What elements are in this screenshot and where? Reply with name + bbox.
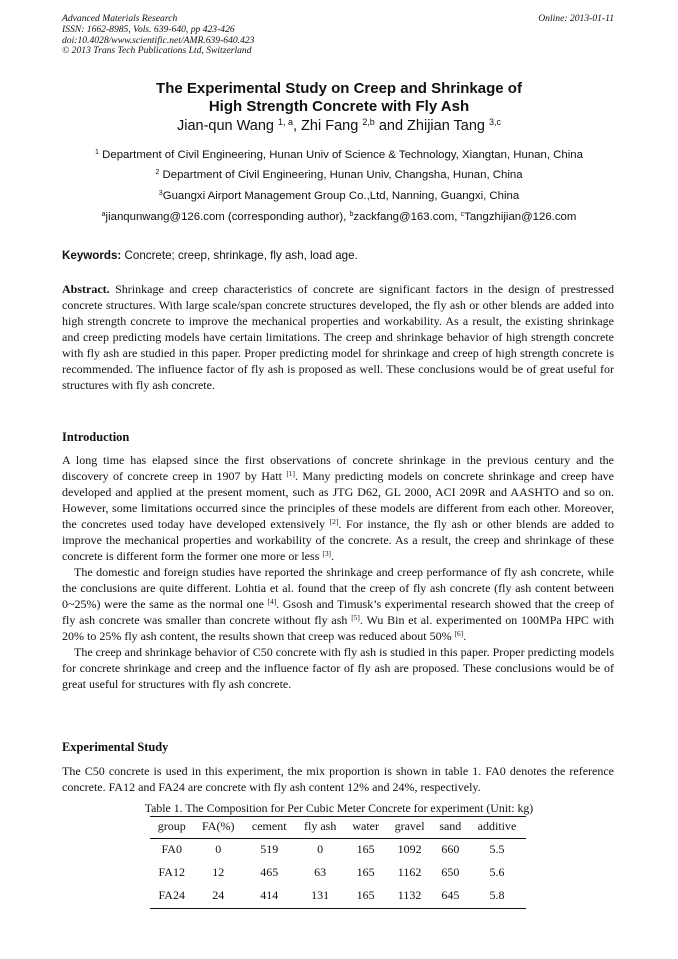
author-3-sup: 3,c [489,117,502,128]
affiliation-1-sup: 1 [95,149,99,157]
issn-line: ISSN: 1662-8985, Vols. 639-640, pp 423-426 [62,23,235,35]
abstract-label: Abstract. [62,282,110,296]
affiliation-1 [0,149,678,161]
table-caption: Table 1. The Composition for Per Cubic Meter Concrete for experiment (Unit: kg) [144,801,534,815]
ref-1: [1] [286,468,295,478]
author-3: and Zhijian Tang [374,118,485,134]
keywords-text: Concrete; creep, shrinkage, fly ash, load age. [121,249,358,262]
email-c: Tangzhijian@126.com [464,211,577,223]
col-header: sand [433,817,468,839]
table-row [150,862,526,885]
table-cell: 5.5 [489,842,505,856]
author-1: Jian-qun Wang [176,118,274,134]
col-header: group [150,817,193,839]
intro-p2-text-a: The domestic and foreign studies have reported the shrinkage and creep performance of fly ash concrete, while the conclusions are quite different. Lohtia et al. found that the creep of fly ash concrete (fly ash content between 0~25%) were the same as the normal one [62,565,614,611]
table-cell: 131 [295,885,344,909]
introduction-heading: Introduction [62,430,130,444]
email-b: zackfang@163.com, [353,211,461,223]
ref-3: [3] [322,548,332,558]
table-cell: 660 [441,842,460,856]
author-2: , Zhi Fang [293,118,359,134]
email-line [0,211,678,223]
ref-5: [5] [351,612,360,622]
composition-table [150,816,526,909]
table-cell: 5.8 [468,885,526,909]
introduction-body [62,452,614,692]
ref-6: [6] [454,628,464,638]
col-header: water [345,817,387,839]
table-cell: 465 [260,865,279,879]
table-cell: 650 [441,865,460,879]
table-cell: 519 [260,842,279,856]
affiliation-3 [0,190,678,202]
col-header: FA(%) [193,817,243,839]
email-a-sup: a [101,211,106,219]
table-cell: 645 [433,885,468,909]
email-a: jianqunwang@126.com (corresponding author), [105,211,350,223]
abstract-text: Shrinkage and creep characteristics of concrete are significant factors in the design of prestressed concrete structures. With large scale/span concrete structures developed, the fly ash or other blends are added into high strength concrete to improve the mechanical properties and workability. As a result, the existing shrinkage and creep predicting models have certain limitations. The creep and shrinkage behavior of high strength concrete with fly ash are studied in this paper. Proper predicting model for shrinkage and creep of high strength concrete is recommended. The influence factor of fly ash is proposed as well. These conclusions would be of great useful for structures with fly ash concrete. [62,282,614,392]
email-c-sup: c [460,211,465,219]
col-header: fly ash [295,817,344,839]
paper-title [0,80,678,115]
intro-paragraph-2 [62,564,614,644]
table-cell: FA0 [161,842,182,856]
title-line-1: The Experimental Study on Creep and Shrinkage of [156,80,522,97]
intro-paragraph-3: The creep and shrinkage behavior of C50 concrete with fly ash is studied in this paper. Proper predicting models for concrete shrinkage and creep and the influence factor of fly ash are proposed. These conclusions would be of great useful for structures with fly ash concrete. [62,645,614,691]
table-row [150,885,526,909]
table-cell: 1162 [397,865,422,879]
col-header: cement [243,817,296,839]
intro-p2-text-c: . Wu Bin et al. experimented on 100MPa HPC with 20% to 25% fly ash content, the results shown that creep was reduced about 50% [62,613,614,643]
table-row [150,839,526,863]
intro-p1-text-c: . For instance, the fly ash or other blends are added to improve the mechanical properties and workability of the concrete. As a result, the creep and shrinkage of these concrete is different form the former one more or less [62,517,614,563]
table-cell: 63 [314,865,327,879]
table-cell: FA24 [150,885,193,909]
author-1-sup: 1, a [278,117,293,128]
affiliation-3-sup: 3 [158,190,163,198]
keywords-label: Keywords: [62,249,122,262]
author-list [0,118,678,134]
title-line-2: High Strength Concrete with Fly Ash [208,97,470,115]
intro-p1-text-b: . Many predicting models on concrete shrinkage and creep have developed and applied at the present moment, such as JTG D62, GL 2000, ACI 209R and AASHTO and so on. However, some limitations occurred since the principles of these models are different from each other. Moreover, the concretes used today have developed extensively [62,469,614,531]
table-cell: 0 [215,842,222,856]
online-date: Online: 2013-01-11 [538,13,614,24]
affiliation-3-text: Guangxi Airport Management Group Co.,Ltd, Nanning, Guangxi, China [162,190,520,202]
col-header: gravel [386,817,432,839]
affiliation-1-text: Department of Civil Engineering, Hunan Univ of Science & Technology, Xiangtan, Hunan, China [98,149,583,161]
ref-2: [2] [329,516,339,526]
intro-p2-text-d: . [463,629,467,643]
doi-line: doi:10.4028/www.scientific.net/AMR.639-640.423 [62,34,255,46]
experimental-paragraph: The C50 concrete is used in this experiment, the mix proportion is shown in table 1. FA0 denotes the reference concrete. FA12 and FA24 are concrete with fly ash content 12% and 24%, respectively. [62,764,614,794]
affiliation-2-sup: 2 [155,169,160,177]
keywords [62,249,358,262]
experimental-body [62,763,614,795]
table-cell: 24 [193,885,243,909]
table-cell: 165 [345,885,387,909]
email-b-sup: b [349,211,354,219]
table-cell: FA12 [158,865,185,879]
table-cell: 5.6 [489,865,505,879]
abstract [62,281,614,393]
table-header-row [150,817,526,839]
table-cell: 414 [243,885,296,909]
intro-paragraph-1 [62,452,614,564]
journal-name: Advanced Materials Research [62,13,178,24]
author-2-sup: 2,b [362,117,375,128]
table-cell: 165 [356,865,375,879]
intro-p2-text-b: . Gsosh and Timusk’s experimental research showed that the creep of fly ash concrete was smaller than concrete without fly ash [62,597,614,627]
ref-4: [4] [267,596,277,606]
affiliation-2 [0,169,678,181]
col-header: additive [468,817,526,839]
table-cell: 1092 [397,842,422,856]
table-cell: 12 [212,865,225,879]
intro-p1-text-d: . [331,549,335,563]
experimental-heading: Experimental Study [62,740,169,754]
affiliation-2-text: Department of Civil Engineering, Hunan Univ, Changsha, Hunan, China [159,169,523,181]
table-cell: 1132 [386,885,432,909]
copyright-line: © 2013 Trans Tech Publications Ltd, Switzerland [62,45,252,57]
intro-p1-text-a: A long time has elapsed since the first observations of concrete shrinkage in the previous century and the discovery of concrete creep in 1907 by Hatt [62,453,614,483]
table-cell: 165 [356,842,375,856]
journal-header [62,14,254,57]
table-cell: 0 [317,842,324,856]
